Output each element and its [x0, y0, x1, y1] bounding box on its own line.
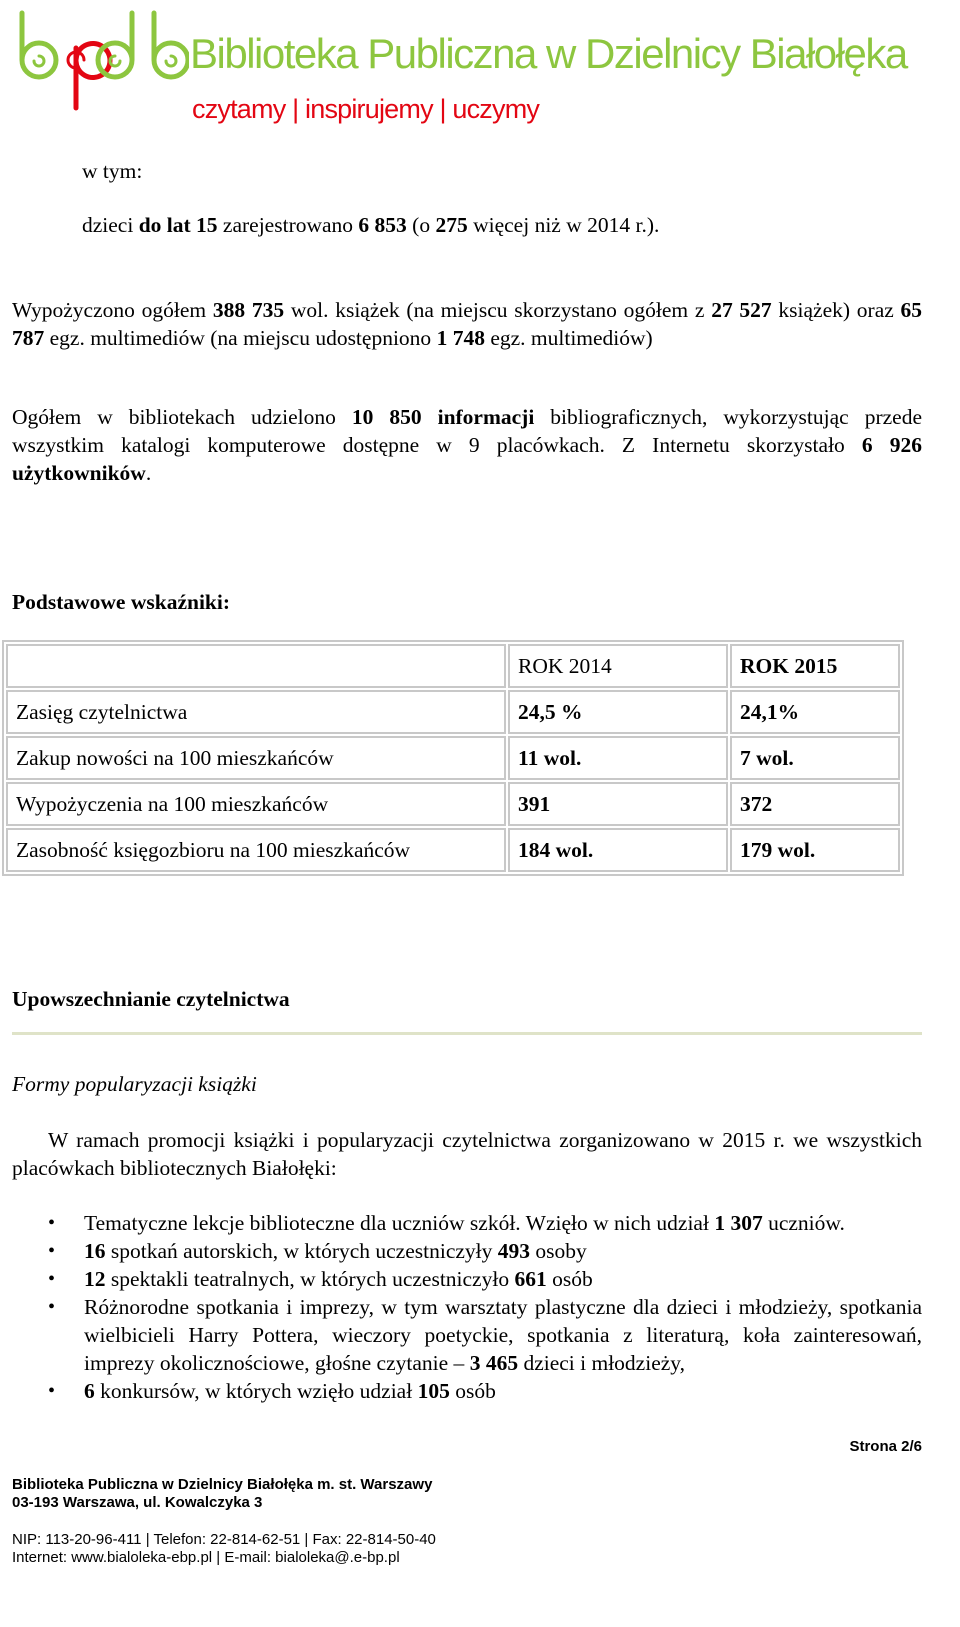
footer-organization: Biblioteka Publiczna w Dzielnicy Białołęka m. st. Warszawy [12, 1476, 433, 1493]
promotion-list [12, 1209, 922, 1405]
table-row [6, 690, 900, 734]
row-label: Wypożyczenia na 100 mieszkańców [6, 782, 506, 826]
table-row [6, 828, 900, 872]
table-row [6, 782, 900, 826]
value-2015: 24,1% [730, 690, 900, 734]
table-header-row [6, 644, 900, 688]
list-item: • 16 spotkań autorskich, w których uczestniczyły 493 osoby [12, 1237, 922, 1265]
section-divider [12, 1032, 922, 1035]
row-label: Zakup nowości na 100 mieszkańców [6, 736, 506, 780]
library-tagline: czytamy | inspirujemy | uczymy [192, 94, 540, 124]
promotion-subheading: Formy popularyzacji książki [12, 1072, 257, 1096]
indicators-heading: Podstawowe wskaźniki: [12, 590, 231, 614]
indicators-table [2, 640, 904, 876]
value-2015: 179 wol. [730, 828, 900, 872]
list-item: • 6 konkursów, w których wzięło udział 105 osób [12, 1377, 922, 1405]
column-2014-header: ROK 2014 [508, 644, 728, 688]
value-2015: 372 [730, 782, 900, 826]
footer-address: 03-193 Warszawa, ul. Kowalczyka 3 [12, 1494, 263, 1511]
value-2014: 11 wol. [508, 736, 728, 780]
row-label: Zasobność księgozbioru na 100 mieszkańców [6, 828, 506, 872]
information-paragraph: Ogółem w bibliotekach udzielono 10 850 informacji bibliograficznych, wykorzystując przede wszystkim katalogi komputerowe dostępne w 9 placówkach. Z Internetu skorzystało 6 926 użytkowników. [12, 405, 923, 485]
value-2014: 184 wol. [508, 828, 728, 872]
list-item: • 12 spektakli teatralnych, w których uczestniczyło 661 osób [12, 1265, 922, 1293]
bpdb-logo-mark-icon [14, 8, 189, 118]
children-registered-text: dzieci do lat 15 zarejestrowano 6 853 (o 275 więcej niż w 2014 r.). [82, 213, 660, 237]
list-item: • Tematyczne lekcje biblioteczne dla uczniów szkół. Wzięło w nich udział 1 307 uczniów. [12, 1209, 922, 1237]
promotion-intro: W ramach promocji książki i popularyzacji czytelnictwa zorganizowano w 2015 r. we wszystkich placówkach bibliotecznych Białołęki: [12, 1128, 922, 1180]
row-label: Zasięg czytelnictwa [6, 690, 506, 734]
footer-contact: NIP: 113-20-96-411 | Telefon: 22-814-62-51 | Fax: 22-814-50-40 [12, 1531, 436, 1548]
library-logo [14, 8, 189, 123]
value-2014: 391 [508, 782, 728, 826]
library-name: Biblioteka Publiczna w Dzielnicy Białołęka [190, 30, 907, 77]
table-header-empty [6, 644, 506, 688]
list-item: • Różnorodne spotkania i imprezy, w tym warsztaty plastyczne dla dzieci i młodzieży, spotkania wielbicieli Harry Pottera, wieczory poetyckie, spotkania z literaturą, koła zainteresowań, imprezy okolicznościowe, głośne czytanie – 3 465 dzieci i młodzieży, [12, 1293, 922, 1377]
value-2014: 24,5 % [508, 690, 728, 734]
page-number: Strona 2/6 [849, 1438, 922, 1455]
column-2015-header: ROK 2015 [730, 644, 900, 688]
w-tym-label: w tym: [82, 159, 143, 183]
table-row [6, 736, 900, 780]
footer-web: Internet: www.bialoleka-ebp.pl | E-mail: bialoleka@.e-bp.pl [12, 1549, 400, 1566]
promotion-heading: Upowszechnianie czytelnictwa [12, 987, 290, 1011]
loans-paragraph: Wypożyczono ogółem 388 735 wol. książek (na miejscu skorzystano ogółem z 27 527 książek) oraz 65 787 egz. multimediów (na miejscu udostępniono 1 748 egz. multimediów) [12, 298, 923, 350]
value-2015: 7 wol. [730, 736, 900, 780]
